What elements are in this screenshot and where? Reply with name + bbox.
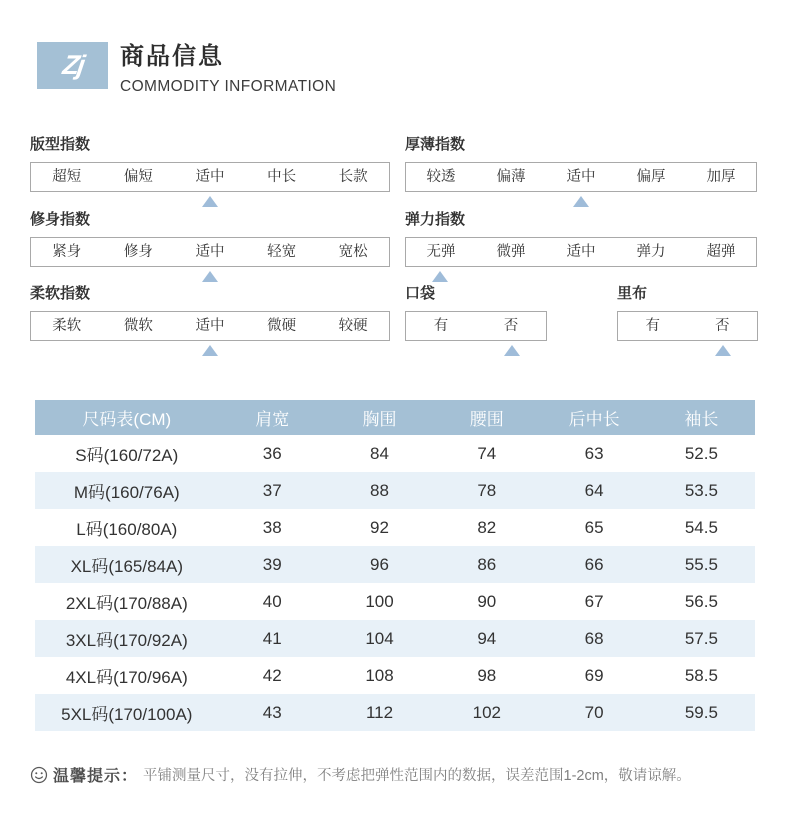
- size-cell: 94: [477, 628, 497, 648]
- col-header-shoulder: 肩宽: [219, 400, 326, 435]
- size-row: [35, 546, 755, 583]
- indicator-label: 版型指数: [30, 136, 91, 153]
- scale-option: 修身: [123, 244, 153, 260]
- size-cell: 4XL码(170/96A): [65, 668, 188, 687]
- size-row: [35, 657, 755, 694]
- size-cell: 56.5: [684, 591, 718, 611]
- size-cell: L码(160/80A): [76, 520, 178, 539]
- indicator-label: 修身指数: [30, 211, 91, 228]
- size-cell: 5XL码(170/100A): [61, 705, 193, 724]
- size-cell: 65: [584, 517, 604, 537]
- size-cell: 52.5: [684, 443, 718, 463]
- scale-option: 微硬: [267, 318, 297, 334]
- col-header-size: 尺码表(CM): [35, 400, 219, 435]
- size-cell: 82: [477, 517, 497, 537]
- size-cell: 78: [477, 480, 497, 500]
- indicator-label: 弹力指数: [405, 211, 466, 228]
- indicator-fit-length: [30, 136, 390, 192]
- page-title: 商品信息: [120, 43, 224, 70]
- size-cell: 102: [472, 702, 501, 722]
- tip-label: 温馨提示：: [53, 768, 139, 785]
- scale-option: 中长: [267, 169, 297, 185]
- size-cell: 3XL码(170/92A): [65, 631, 188, 650]
- scale-option: 较透: [426, 169, 456, 185]
- scale-option: 适中: [195, 244, 225, 260]
- scale-option: 微软: [123, 318, 153, 334]
- size-cell: 63: [584, 443, 604, 463]
- scale-option: 偏短: [123, 169, 153, 185]
- scale-option: 偏厚: [636, 169, 666, 185]
- size-cell: 43: [262, 702, 282, 722]
- indicator-thickness: [405, 136, 757, 192]
- scale-option: 适中: [566, 244, 596, 260]
- size-chart-header: [35, 400, 755, 435]
- size-cell: 98: [477, 665, 497, 685]
- indicator-scale: [617, 311, 758, 341]
- size-cell: 90: [477, 591, 497, 611]
- size-cell: 64: [584, 480, 604, 500]
- scale-option: 有: [433, 318, 449, 334]
- scale-option: 有: [645, 318, 660, 334]
- selected-arrow-icon: [202, 271, 218, 282]
- size-cell: 39: [262, 554, 282, 574]
- col-header-waist: 腰围: [433, 400, 540, 435]
- indicator-slimness: [30, 211, 390, 267]
- scale-option: 超弹: [706, 244, 736, 260]
- size-cell: 58.5: [684, 665, 718, 685]
- size-cell: 92: [370, 517, 389, 537]
- brand-logo: [37, 42, 108, 89]
- indicator-label: 柔软指数: [30, 285, 91, 302]
- size-cell: 68: [584, 628, 604, 648]
- page-header: [120, 36, 336, 96]
- selected-arrow-icon: [573, 196, 589, 207]
- size-row: [35, 435, 755, 472]
- scale-option: 适中: [195, 318, 225, 334]
- size-row: [35, 472, 755, 509]
- smiley-icon: [30, 766, 48, 784]
- indicator-label: 口袋: [405, 285, 436, 302]
- size-row: [35, 694, 755, 731]
- scale-option: 柔软: [52, 318, 82, 334]
- scale-option: 轻宽: [267, 244, 297, 260]
- scale-option: 宽松: [338, 244, 368, 260]
- size-cell: 100: [365, 591, 394, 611]
- size-cell: 88: [370, 480, 389, 500]
- size-cell: 54.5: [684, 517, 718, 537]
- size-cell: 66: [584, 554, 604, 574]
- indicator-pocket: [405, 285, 547, 341]
- indicator-scale: [30, 311, 390, 341]
- size-cell: 104: [365, 628, 394, 648]
- size-cell: 96: [370, 554, 389, 574]
- scale-option: 适中: [566, 169, 596, 185]
- size-cell: M码(160/76A): [73, 483, 180, 502]
- size-row: [35, 583, 755, 620]
- scale-option: 超短: [52, 169, 82, 185]
- size-chart-body: [35, 435, 755, 731]
- scale-option: 适中: [195, 169, 225, 185]
- size-cell: 59.5: [684, 702, 718, 722]
- size-cell: 2XL码(170/88A): [65, 594, 188, 613]
- scale-option: 较硬: [338, 318, 368, 334]
- size-cell: 112: [365, 702, 394, 722]
- selected-arrow-icon: [432, 271, 448, 282]
- indicator-scale: [30, 162, 390, 192]
- size-cell: XL码(165/84A): [70, 557, 184, 576]
- brand-logo-glyph: Zj: [60, 50, 85, 80]
- scale-option: 弹力: [636, 244, 666, 260]
- scale-option: 否: [715, 318, 730, 334]
- scale-option: 长款: [338, 169, 368, 185]
- indicator-elasticity: [405, 211, 757, 267]
- size-cell: 67: [584, 591, 604, 611]
- selected-arrow-icon: [202, 345, 218, 356]
- indicator-label: 厚薄指数: [405, 136, 466, 153]
- selected-arrow-icon: [504, 345, 520, 356]
- size-cell: 69: [584, 665, 604, 685]
- scale-option: 微弹: [496, 244, 526, 260]
- scale-option: 否: [503, 318, 519, 334]
- size-cell: 38: [262, 517, 282, 537]
- indicator-scale: [405, 162, 757, 192]
- col-header-back-length: 后中长: [540, 400, 647, 435]
- indicator-label: 里布: [617, 285, 648, 302]
- size-row: [35, 620, 755, 657]
- size-row: [35, 509, 755, 546]
- indicator-scale: [30, 237, 390, 267]
- scale-option: 偏薄: [496, 169, 526, 185]
- size-cell: S码(160/72A): [75, 446, 179, 465]
- indicator-scale: [405, 311, 547, 341]
- size-cell: 108: [365, 665, 394, 685]
- size-cell: 42: [262, 665, 282, 685]
- col-header-bust: 胸围: [326, 400, 433, 435]
- indicator-softness: [30, 285, 390, 341]
- size-cell: 41: [262, 628, 282, 648]
- scale-option: 无弹: [426, 244, 456, 260]
- scale-option: 加厚: [706, 169, 736, 185]
- size-cell: 37: [262, 480, 282, 500]
- size-cell: 86: [477, 554, 497, 574]
- size-cell: 84: [370, 443, 389, 463]
- size-cell: 40: [262, 591, 282, 611]
- size-cell: 36: [262, 443, 282, 463]
- indicator-scale: [405, 237, 757, 267]
- size-cell: 57.5: [684, 628, 718, 648]
- selected-arrow-icon: [202, 196, 218, 207]
- scale-option: 紧身: [52, 244, 82, 260]
- indicator-lining: [617, 285, 758, 341]
- size-cell: 70: [584, 702, 604, 722]
- selected-arrow-icon: [715, 345, 731, 356]
- header-row: [35, 400, 755, 435]
- size-cell: 55.5: [684, 554, 718, 574]
- size-cell: 53.5: [684, 480, 718, 500]
- tip-note: [30, 763, 770, 786]
- size-cell: 74: [477, 443, 497, 463]
- size-chart-table: [35, 400, 755, 731]
- col-header-sleeve: 袖长: [648, 400, 755, 435]
- tip-text: 平铺测量尺寸，没有拉伸，不考虑把弹性范围内的数据，误差范围1-2cm，敬请谅解。: [143, 768, 691, 784]
- page-subtitle: COMMODITY INFORMATION: [120, 78, 337, 95]
